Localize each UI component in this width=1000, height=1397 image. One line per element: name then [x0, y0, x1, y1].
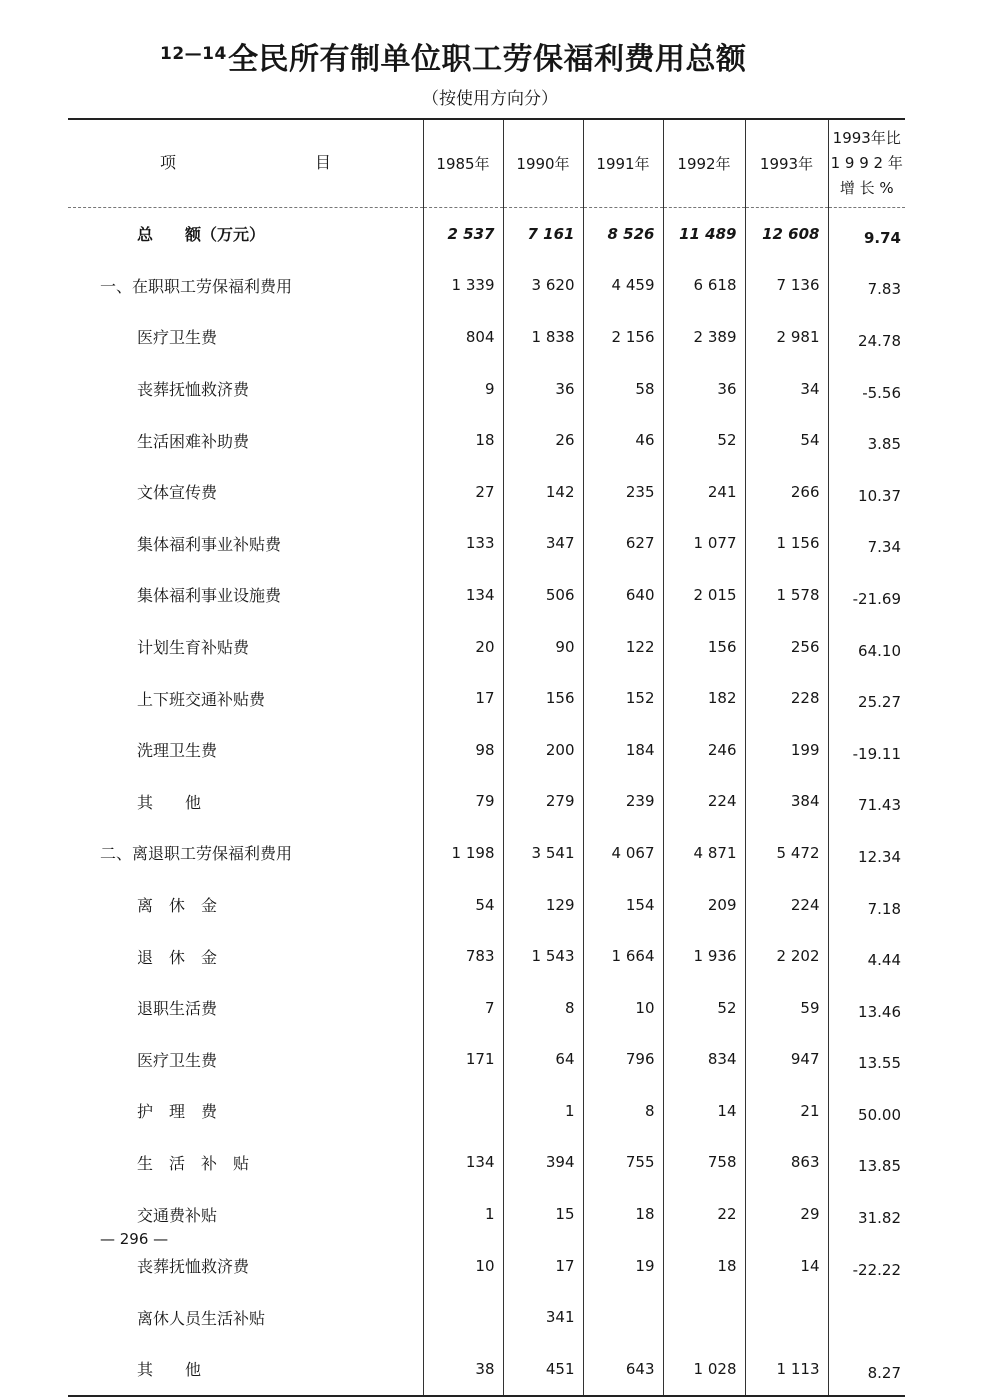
value-1991: 643: [583, 1343, 663, 1396]
value-1991: [583, 1291, 663, 1343]
value-1985: 1: [423, 1188, 503, 1240]
value-1991: 184: [583, 724, 663, 776]
value-1990: 64: [503, 1034, 583, 1086]
value-1990: 129: [503, 879, 583, 931]
value-1991: 8 526: [583, 208, 663, 260]
page-number: — 296 —: [100, 1230, 169, 1248]
value-1990: 7 161: [503, 208, 583, 260]
value-1990: 17: [503, 1240, 583, 1292]
table-row: [68, 930, 905, 982]
value-1990: 506: [503, 569, 583, 621]
value-1993: 199: [745, 724, 828, 776]
value-1991: 152: [583, 672, 663, 724]
table-row: [68, 982, 905, 1034]
growth-pct: -21.69: [828, 569, 905, 621]
value-1991: 4 067: [583, 827, 663, 879]
value-1991: 46: [583, 414, 663, 466]
growth-pct: 8.27: [828, 1343, 905, 1396]
value-1993: [745, 1291, 828, 1343]
table-row: [68, 1343, 905, 1396]
growth-pct: -19.11: [828, 724, 905, 776]
value-1991: 19: [583, 1240, 663, 1292]
table-row: [68, 1240, 905, 1292]
row-label: 退职生活费: [137, 999, 218, 1019]
value-1990: 451: [503, 1343, 583, 1396]
value-1992: 11 489: [663, 208, 745, 260]
table-row: [68, 569, 905, 621]
row-label: 丧葬抚恤救济费: [137, 380, 250, 400]
table-row: [68, 1188, 905, 1240]
row-label: 其 他: [137, 792, 202, 812]
table-row: [68, 260, 905, 312]
table-row: [68, 1034, 905, 1086]
value-1990: 142: [503, 466, 583, 518]
header-row: [68, 119, 905, 208]
page-title: 全民所有制单位职工劳保福利费用总额: [228, 42, 747, 77]
value-1991: 2 156: [583, 311, 663, 363]
header-growth-line2: 1 9 9 2 年: [830, 154, 903, 172]
table-header: [68, 119, 905, 208]
header-growth: [828, 119, 905, 208]
header-item-left: 项: [160, 153, 177, 172]
value-1993: 29: [745, 1188, 828, 1240]
table-row: [68, 776, 905, 828]
value-1993: 228: [745, 672, 828, 724]
table-row: [68, 879, 905, 931]
header-growth-line3: 增 长 %: [839, 179, 894, 197]
value-1985: 133: [423, 518, 503, 570]
header-1991: 1991年: [583, 119, 663, 208]
value-1985: 171: [423, 1034, 503, 1086]
table-body: [68, 208, 905, 1396]
value-1993: 1 156: [745, 518, 828, 570]
value-1992: 182: [663, 672, 745, 724]
value-1985: 1 339: [423, 260, 503, 312]
value-1990: 200: [503, 724, 583, 776]
value-1992: 36: [663, 363, 745, 415]
value-1985: 7: [423, 982, 503, 1034]
value-1990: 1 838: [503, 311, 583, 363]
value-1991: 239: [583, 776, 663, 828]
value-1990: 90: [503, 621, 583, 673]
table-row: [68, 466, 905, 518]
row-label: 集体福利事业设施费: [137, 586, 282, 606]
value-1985: 2 537: [423, 208, 503, 260]
growth-pct: 9.74: [828, 208, 905, 260]
table-number: 12—14: [160, 44, 227, 64]
value-1993: 21: [745, 1085, 828, 1137]
value-1991: 154: [583, 879, 663, 931]
table-row: [68, 414, 905, 466]
table-row: [68, 1085, 905, 1137]
value-1992: 52: [663, 414, 745, 466]
value-1992: 1 028: [663, 1343, 745, 1396]
value-1990: 3 541: [503, 827, 583, 879]
header-item: [68, 119, 423, 208]
value-1993: 14: [745, 1240, 828, 1292]
value-1985: 18: [423, 414, 503, 466]
value-1985: 804: [423, 311, 503, 363]
value-1993: 947: [745, 1034, 828, 1086]
table-row: [68, 518, 905, 570]
value-1993: 7 136: [745, 260, 828, 312]
value-1990: 8: [503, 982, 583, 1034]
total-row: [68, 208, 905, 260]
table-row: [68, 1291, 905, 1343]
value-1992: 1 936: [663, 930, 745, 982]
growth-pct: 50.00: [828, 1085, 905, 1137]
row-label: 总 额（万元）: [137, 225, 266, 245]
header-1992: 1992年: [663, 119, 745, 208]
row-label: 生活困难补助费: [137, 431, 250, 451]
value-1985: 17: [423, 672, 503, 724]
value-1990: 1: [503, 1085, 583, 1137]
growth-pct: 13.85: [828, 1137, 905, 1189]
value-1990: 3 620: [503, 260, 583, 312]
value-1985: 27: [423, 466, 503, 518]
value-1990: 279: [503, 776, 583, 828]
value-1990: 341: [503, 1291, 583, 1343]
value-1991: 4 459: [583, 260, 663, 312]
table-row: [68, 311, 905, 363]
value-1991: 58: [583, 363, 663, 415]
growth-pct: -5.56: [828, 363, 905, 415]
header-item-right: 目: [315, 153, 332, 172]
row-label: 计划生育补贴费: [137, 638, 250, 658]
value-1992: [663, 1291, 745, 1343]
row-label: 护 理 费: [137, 1102, 218, 1122]
value-1992: 14: [663, 1085, 745, 1137]
row-label: 退 休 金: [137, 947, 218, 967]
value-1991: 755: [583, 1137, 663, 1189]
growth-pct: 10.37: [828, 466, 905, 518]
value-1991: 1 664: [583, 930, 663, 982]
table-row: [68, 827, 905, 879]
value-1992: 758: [663, 1137, 745, 1189]
value-1993: 34: [745, 363, 828, 415]
value-1985: 79: [423, 776, 503, 828]
value-1993: 2 981: [745, 311, 828, 363]
growth-pct: 3.85: [828, 414, 905, 466]
header-growth-line1: 1993年比: [832, 129, 901, 147]
table-row: [68, 363, 905, 415]
value-1985: 1 198: [423, 827, 503, 879]
value-1985: [423, 1085, 503, 1137]
value-1992: 1 077: [663, 518, 745, 570]
value-1993: 12 608: [745, 208, 828, 260]
table-row: [68, 672, 905, 724]
value-1992: 834: [663, 1034, 745, 1086]
growth-pct: 7.34: [828, 518, 905, 570]
row-label: 一、在职职工劳保福利费用: [100, 276, 293, 296]
value-1992: 156: [663, 621, 745, 673]
page-subtitle: （按使用方向分）: [422, 89, 558, 109]
value-1992: 2 015: [663, 569, 745, 621]
row-label: 生 活 补 贴: [137, 1153, 250, 1173]
growth-pct: -22.22: [828, 1240, 905, 1292]
value-1985: 38: [423, 1343, 503, 1396]
row-label: 丧葬抚恤救济费: [137, 1257, 250, 1277]
value-1993: 54: [745, 414, 828, 466]
header-1993: 1993年: [745, 119, 828, 208]
table-row: [68, 621, 905, 673]
growth-pct: 31.82: [828, 1188, 905, 1240]
value-1992: 209: [663, 879, 745, 931]
value-1992: 18: [663, 1240, 745, 1292]
growth-pct: 64.10: [828, 621, 905, 673]
value-1991: 235: [583, 466, 663, 518]
value-1990: 15: [503, 1188, 583, 1240]
value-1991: 627: [583, 518, 663, 570]
table-row: [68, 724, 905, 776]
row-label: 集体福利事业补贴费: [137, 534, 282, 554]
value-1985: 783: [423, 930, 503, 982]
value-1992: 4 871: [663, 827, 745, 879]
growth-pct: 13.46: [828, 982, 905, 1034]
growth-pct: 7.18: [828, 879, 905, 931]
growth-pct: 71.43: [828, 776, 905, 828]
value-1985: 134: [423, 569, 503, 621]
value-1993: 1 113: [745, 1343, 828, 1396]
row-label: 离休人员生活补贴: [137, 1308, 266, 1328]
value-1990: 1 543: [503, 930, 583, 982]
value-1993: 2 202: [745, 930, 828, 982]
value-1985: 98: [423, 724, 503, 776]
value-1991: 796: [583, 1034, 663, 1086]
row-label: 离 休 金: [137, 896, 218, 916]
row-label: 医疗卫生费: [137, 1050, 218, 1070]
value-1985: [423, 1291, 503, 1343]
growth-pct: 25.27: [828, 672, 905, 724]
value-1992: 6 618: [663, 260, 745, 312]
value-1990: 347: [503, 518, 583, 570]
growth-pct: [828, 1291, 905, 1343]
value-1993: 224: [745, 879, 828, 931]
value-1985: 10: [423, 1240, 503, 1292]
header-1985: 1985年: [423, 119, 503, 208]
value-1992: 246: [663, 724, 745, 776]
row-label: 洗理卫生费: [137, 741, 218, 761]
value-1991: 640: [583, 569, 663, 621]
value-1990: 36: [503, 363, 583, 415]
row-label: 上下班交通补贴费: [137, 689, 266, 709]
value-1985: 9: [423, 363, 503, 415]
value-1985: 20: [423, 621, 503, 673]
value-1991: 10: [583, 982, 663, 1034]
value-1993: 863: [745, 1137, 828, 1189]
value-1990: 26: [503, 414, 583, 466]
row-label: 二、离退职工劳保福利费用: [100, 844, 293, 864]
statistics-table: [68, 118, 905, 1397]
table-row: [68, 1137, 905, 1189]
row-label: 文体宣传费: [137, 483, 218, 503]
value-1990: 156: [503, 672, 583, 724]
value-1992: 22: [663, 1188, 745, 1240]
growth-pct: 12.34: [828, 827, 905, 879]
value-1993: 384: [745, 776, 828, 828]
row-label: 医疗卫生费: [137, 328, 218, 348]
value-1992: 224: [663, 776, 745, 828]
value-1991: 18: [583, 1188, 663, 1240]
value-1985: 134: [423, 1137, 503, 1189]
value-1993: 266: [745, 466, 828, 518]
value-1992: 52: [663, 982, 745, 1034]
value-1992: 2 389: [663, 311, 745, 363]
value-1993: 256: [745, 621, 828, 673]
growth-pct: 7.83: [828, 260, 905, 312]
growth-pct: 24.78: [828, 311, 905, 363]
value-1993: 1 578: [745, 569, 828, 621]
value-1991: 122: [583, 621, 663, 673]
header-1990: 1990年: [503, 119, 583, 208]
value-1991: 8: [583, 1085, 663, 1137]
growth-pct: 4.44: [828, 930, 905, 982]
value-1990: 394: [503, 1137, 583, 1189]
row-label: 交通费补贴: [137, 1205, 218, 1225]
growth-pct: 13.55: [828, 1034, 905, 1086]
value-1985: 54: [423, 879, 503, 931]
value-1993: 5 472: [745, 827, 828, 879]
value-1993: 59: [745, 982, 828, 1034]
value-1992: 241: [663, 466, 745, 518]
row-label: 其 他: [137, 1360, 202, 1380]
